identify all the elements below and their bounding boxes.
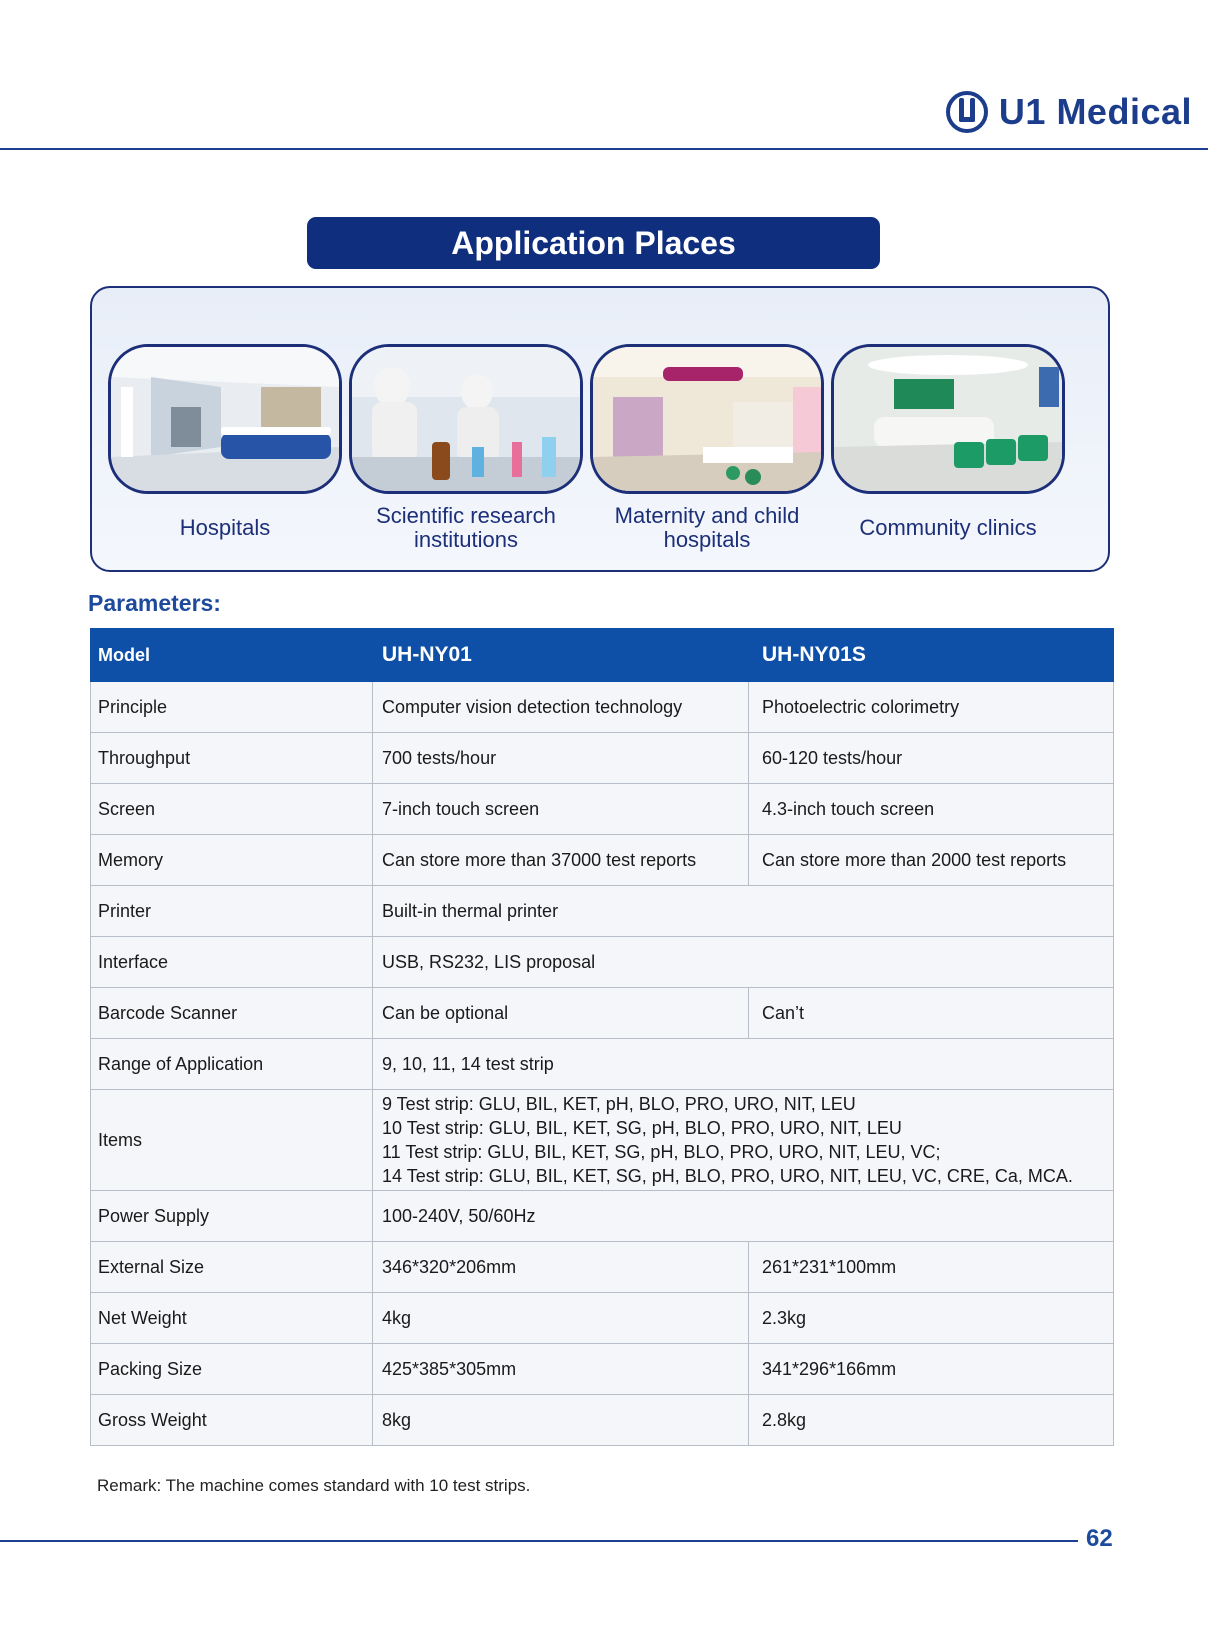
row-value-model-2: 60-120 tests/hour [749,733,1114,784]
place-community-clinics [829,344,1067,540]
header-model-1: UH-NY01 [373,629,749,682]
row-label: External Size [91,1242,373,1293]
row-label: Principle [91,682,373,733]
row-value-shared: Built-in thermal printer [373,886,1114,937]
items-line: 10 Test strip: GLU, BIL, KET, SG, pH, BLO, PRO, URO, NIT, LEU [382,1118,902,1138]
table-row [91,1039,1114,1090]
items-line: 9 Test strip: GLU, BIL, KET, pH, BLO, PRO, URO, NIT, LEU [382,1094,856,1114]
clinic-photo [831,344,1065,494]
row-value-model-2: Can’t [749,988,1114,1039]
table-header-row [91,629,1114,682]
row-value-model-1: Can store more than 37000 test reports [373,835,749,886]
place-maternity-hospitals [588,344,826,552]
table-row [91,733,1114,784]
row-value-model-1: 346*320*206mm [373,1242,749,1293]
row-value-shared: 100-240V, 50/60Hz [373,1191,1114,1242]
row-value-model-2: 2.3kg [749,1293,1114,1344]
place-label: Community clinics [859,515,1037,540]
table-row [91,784,1114,835]
row-value-model-1: 425*385*305mm [373,1344,749,1395]
table-row [91,835,1114,886]
table-row [91,988,1114,1039]
section-title: Application Places [307,217,880,269]
row-label: Printer [91,886,373,937]
row-value-model-2: Photoelectric colorimetry [749,682,1114,733]
row-label: Power Supply [91,1191,373,1242]
row-value-shared: USB, RS232, LIS proposal [373,937,1114,988]
brand-logo [945,90,1192,134]
row-label: Net Weight [91,1293,373,1344]
place-label [347,504,585,552]
table-row [91,1344,1114,1395]
row-value-shared: 9, 10, 11, 14 test strip [373,1039,1114,1090]
row-value-model-2: 341*296*166mm [749,1344,1114,1395]
place-label-line: Maternity and child [614,503,800,528]
table-row [91,682,1114,733]
laboratory-photo [349,344,583,494]
footer-divider [0,1540,1078,1542]
row-value-model-2: 2.8kg [749,1395,1114,1446]
row-value-model-1: 8kg [373,1395,749,1446]
row-label: Screen [91,784,373,835]
header-divider [0,148,1208,150]
row-value-model-2: Can store more than 2000 test reports [749,835,1114,886]
row-label: Memory [91,835,373,886]
parameters-heading: Parameters: [88,590,221,616]
items-line: 14 Test strip: GLU, BIL, KET, SG, pH, BLO, PRO, URO, NIT, LEU, VC, CRE, Ca, MCA. [382,1166,1073,1186]
row-value-model-2: 4.3-inch touch screen [749,784,1114,835]
row-value-model-2: 261*231*100mm [749,1242,1114,1293]
remark-note: Remark: The machine comes standard with 10 test strips. [97,1476,531,1495]
items-line: 11 Test strip: GLU, BIL, KET, SG, pH, BLO, PRO, URO, NIT, LEU, VC; [382,1142,941,1162]
parameters-table [90,628,1114,1446]
row-label: Throughput [91,733,373,784]
brand-name: U1 Medical [998,91,1192,132]
table-row [91,1191,1114,1242]
u1-logo-icon [945,90,989,134]
row-label: Items [91,1090,373,1191]
hospital-photo [108,344,342,494]
row-label: Interface [91,937,373,988]
row-value-model-1: Computer vision detection technology [373,682,749,733]
row-value-model-1: Can be optional [373,988,749,1039]
table-row [91,937,1114,988]
row-label: Barcode Scanner [91,988,373,1039]
table-row [91,1242,1114,1293]
place-label [588,504,826,552]
row-label: Gross Weight [91,1395,373,1446]
place-hospitals [106,344,344,540]
row-value-model-1: 7-inch touch screen [373,784,749,835]
place-label-line: institutions [414,527,518,552]
table-row [91,886,1114,937]
row-value-model-1: 700 tests/hour [373,733,749,784]
application-places-panel [90,286,1110,572]
header-model-2: UH-NY01S [749,629,1114,682]
table-row [91,1293,1114,1344]
row-label: Range of Application [91,1039,373,1090]
header-model-label: Model [91,629,373,682]
place-label-line: Scientific research [376,503,556,528]
items-list [373,1090,1114,1191]
table-row [91,1395,1114,1446]
place-label: Hospitals [179,515,271,540]
maternity-ward-photo [590,344,824,494]
row-label: Packing Size [91,1344,373,1395]
place-label-line: hospitals [663,527,751,552]
place-research-institutions [347,344,585,552]
page-number: 62 [1086,1525,1113,1552]
row-value-model-1: 4kg [373,1293,749,1344]
table-row [91,1090,1114,1191]
